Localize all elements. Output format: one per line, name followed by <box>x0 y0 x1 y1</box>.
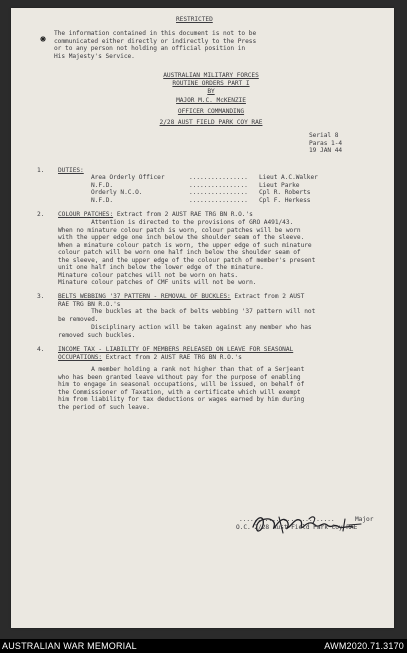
section-source: Extract from 2 AUST RAE TRG BN R.O.'s <box>113 211 253 218</box>
duty-role: N.F.D. <box>91 181 114 189</box>
signatory-rank: Major <box>355 516 374 523</box>
duty-leader: ................ <box>189 181 248 189</box>
duty-role: Area Orderly Officer <box>91 174 165 181</box>
section-title: INCOME TAX - LIABILITY OF MEMBERS RELEASED ON LEAVE FOR SEASONAL <box>58 346 294 353</box>
body-line: him from liability for tax deductions or wages earned by him during <box>58 396 305 403</box>
classification-label: RESTRICTED <box>176 16 213 23</box>
section-title: COLOUR PATCHES: <box>58 211 114 218</box>
section-source-cont: RAE TRG BN R.O.'s <box>58 300 121 308</box>
notice-line: communicated either directly or indirectly to the Press <box>54 37 257 45</box>
section-number: 3. <box>37 293 45 300</box>
body-line: the sleeve, and the upper edge of the colour patch of member's present <box>58 256 316 264</box>
duty-leader: ................ <box>189 174 248 181</box>
signature-line: .......................... <box>239 516 335 523</box>
body-line: the Commissioner of Taxation, with a certificate which will exempt <box>58 388 301 396</box>
duty-name: Cpl F. Herkess <box>259 196 311 204</box>
section-number: 4. <box>37 346 45 353</box>
heading-line: BY <box>207 88 215 95</box>
duty-role: N.F.D. <box>91 196 114 204</box>
section-title: DUTIES: <box>58 167 84 174</box>
duty-leader: ................ <box>189 189 248 196</box>
body-line: A member holding a rank not higher than that of a Serjeant <box>58 366 305 373</box>
body-line: Minature colour patches will not be worn on hats. <box>58 271 239 279</box>
paras-range: Paras 1-4 <box>309 139 343 147</box>
duty-name: Lieut Parke <box>259 181 300 189</box>
notice-line: or to any person not holding an official position in <box>54 45 246 52</box>
notice-line: The information contained in this document is not to be <box>54 30 257 37</box>
body-line: the period of such leave. <box>58 403 150 411</box>
heading-line: ROUTINE ORDERS PART I <box>172 80 250 87</box>
order-date: 19 JAN 44 <box>309 147 343 154</box>
section-number: 1. <box>37 167 45 174</box>
section-title: BELTS WEBBING '37 PATTERN - REMOVAL OF BUCKLES: <box>58 293 231 300</box>
section-heading <box>58 293 304 300</box>
heading-line: AUSTRALIAN MILITARY FORCES <box>163 72 259 79</box>
body-line: Attention is directed to the provisions of GRO A491/43. <box>58 219 294 226</box>
accession-number: AWM2020.71.3170 <box>324 641 404 651</box>
archive-name: AUSTRALIAN WAR MEMORIAL <box>2 641 137 651</box>
duty-name: Cpl R. Roberts <box>259 189 311 196</box>
signatory-appointment: O.C. 2/28 Aust Field Park Coy RAE <box>236 524 358 531</box>
body-line: who has been granted leave without pay for the purpose of enabling <box>58 373 301 381</box>
section-source: Extract from 2 AUST RAE TRG BN R.O.'s <box>102 353 242 361</box>
body-line: Minature colour patches of CMF units will not be worn. <box>58 279 257 286</box>
body-line: him to engage in seasonal occupations, will be issued, on behalf of <box>58 381 305 388</box>
duty-role: Orderly N.C.O. <box>91 189 143 196</box>
serial-number: Serial 8 <box>309 132 339 139</box>
section-number: 2. <box>37 211 45 218</box>
body-line: The buckles at the back of belts webbing '37 pattern will not <box>58 308 316 315</box>
heading-line: 2/28 AUST FIELD PARK COY RAE <box>159 119 263 126</box>
duty-leader: ................ <box>189 196 248 204</box>
body-line: unit one half inch below the lower edge of the minature. <box>58 264 264 271</box>
body-line: removed such buckles. <box>58 331 136 339</box>
document-page <box>11 8 394 628</box>
section-heading <box>58 354 242 361</box>
punch-hole-icon <box>40 36 46 42</box>
body-line: be removed. <box>58 315 99 323</box>
body-line: colour patch will be worn one half inch below the shoulder seam of <box>58 249 301 256</box>
body-line: with the upper edge one inch below the shoulder seam of the sleeve. <box>58 234 305 241</box>
section-heading <box>58 211 253 218</box>
archive-banner <box>0 639 407 653</box>
heading-line: OFFICER COMMANDING <box>177 108 245 115</box>
body-line: When a minature colour patch is worn, the upper edge of such minature <box>58 241 312 249</box>
heading-line: MAJOR M.C. McKENZIE <box>176 97 246 104</box>
body-line: Disciplinary action will be taken against any member who has <box>58 324 312 331</box>
notice-line: His Majesty's Service. <box>54 52 135 60</box>
section-title-cont: OCCUPATIONS: <box>58 353 103 361</box>
duty-name: Lieut A.C.Walker <box>259 174 318 181</box>
section-source: Extract from 2 AUST <box>230 293 305 300</box>
body-line: When no minature colour patch is worn, colour patches will be worn <box>58 226 301 234</box>
